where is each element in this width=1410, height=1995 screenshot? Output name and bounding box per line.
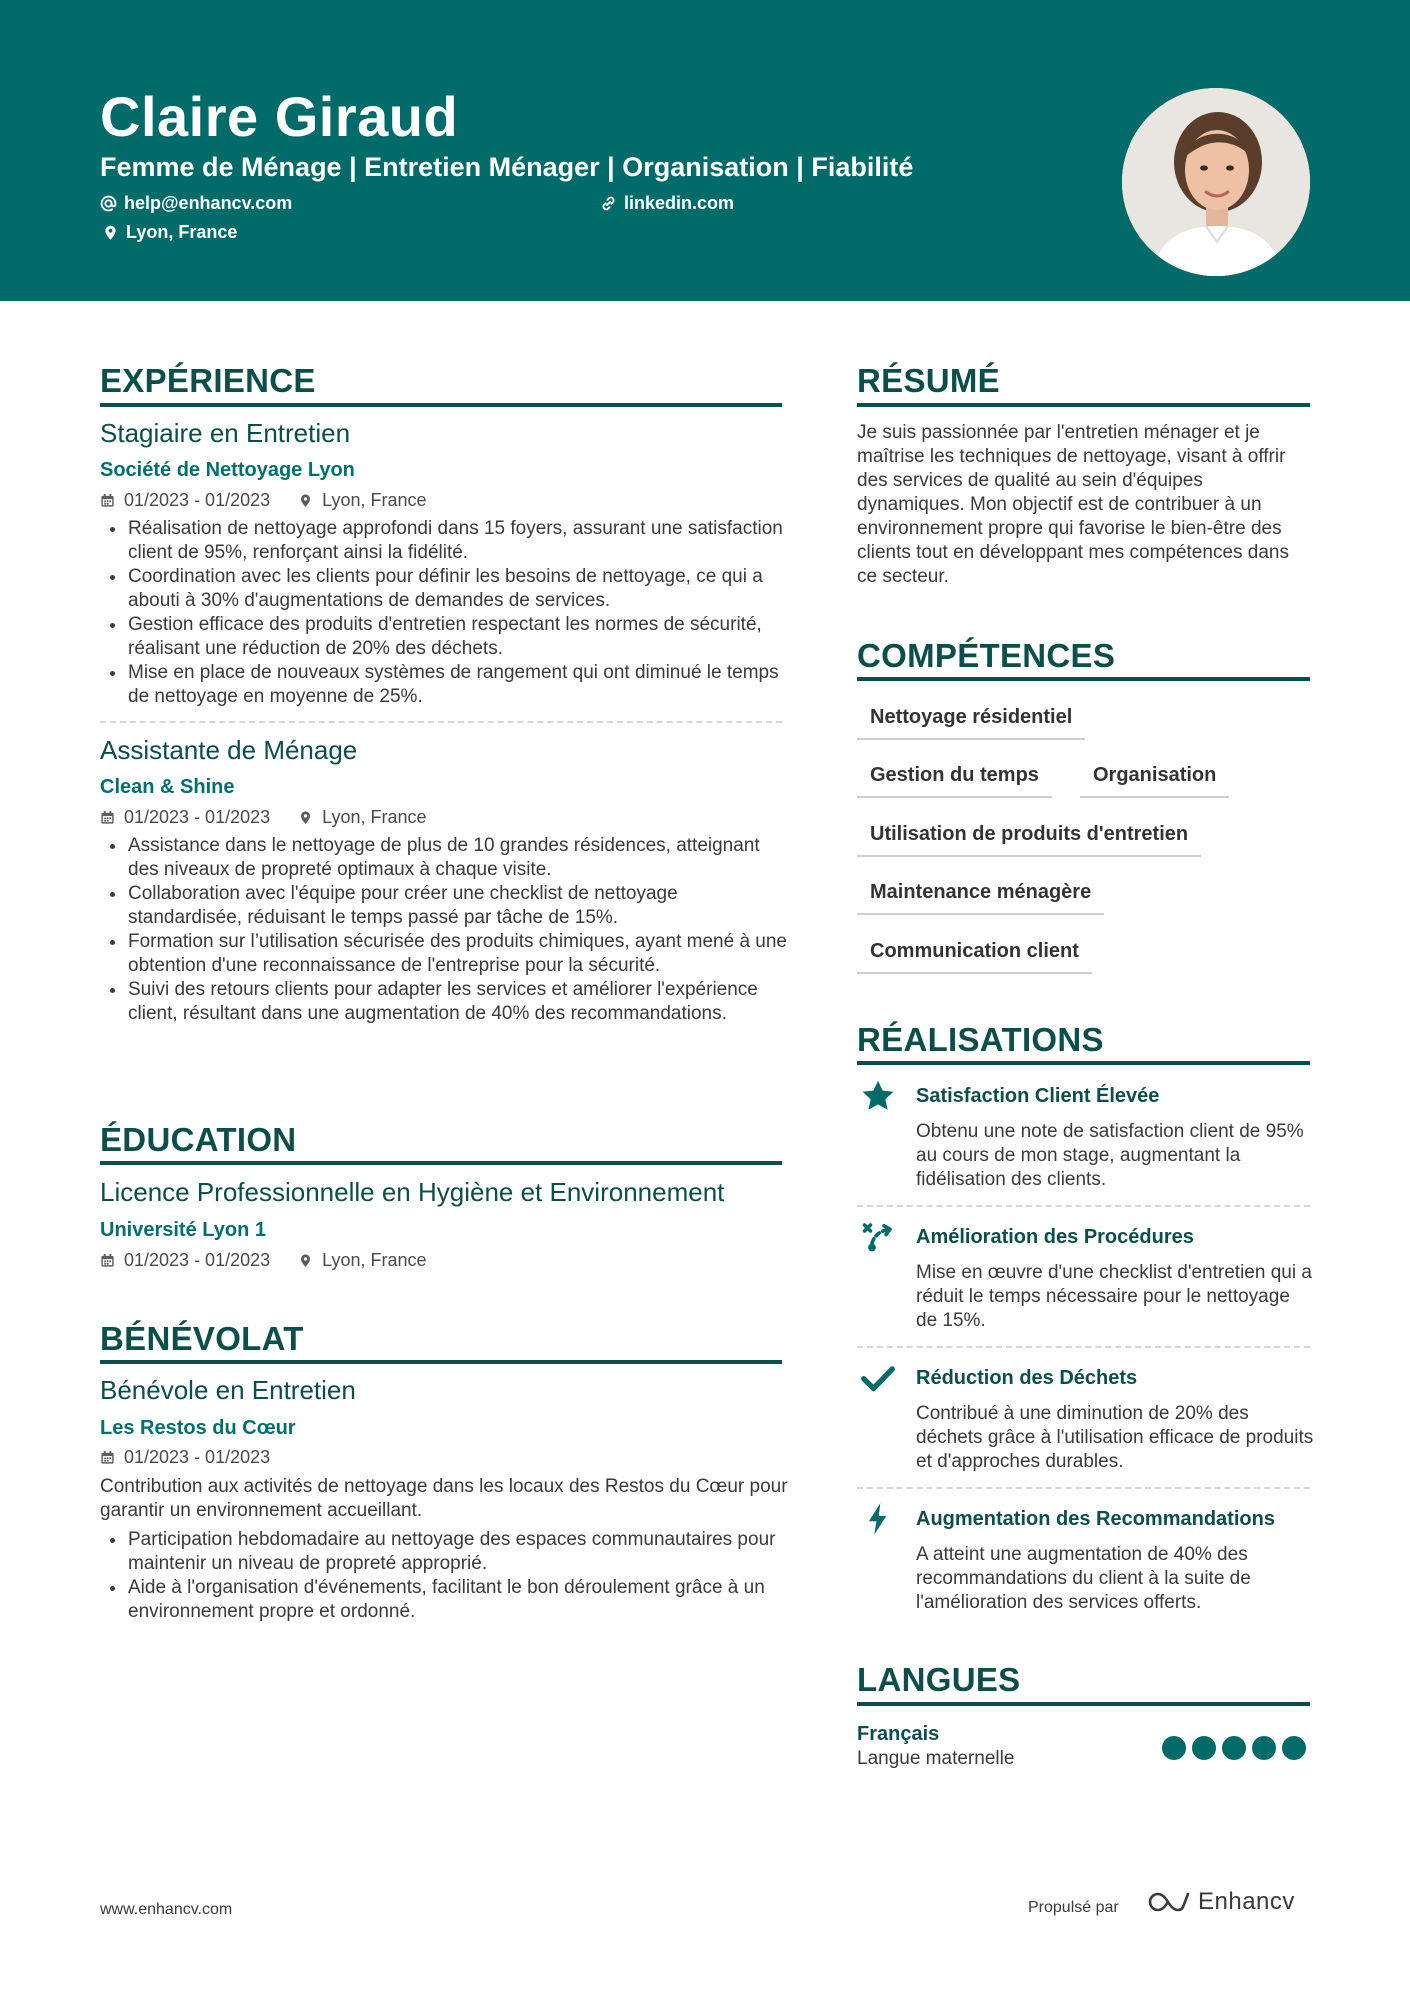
profile-photo [1122,88,1310,276]
achievement-2-title: Amélioration des Procédures [916,1226,1194,1248]
location-pin-icon [102,224,119,241]
volunteer-description: Contribution aux activités de nettoyage dans les locaux des Restos du Cœur pour garantir un environnement accueillant. [100,1476,788,1521]
email-text: help@enhancv.com [124,193,293,213]
candidate-tagline: Femme de Ménage | Entretien Ménager | Organisation | Fiabilité [100,152,914,182]
experience-rule [100,403,782,407]
achievement-divider [857,1346,1310,1348]
volunteer-meta [100,1447,298,1468]
job-1-meta [100,490,455,511]
job-2-company: Clean & Shine [100,776,235,798]
achievement-3-title: Réduction des Déchets [916,1367,1138,1389]
language-rating [1162,1736,1306,1760]
job-2-location: Lyon, France [298,807,426,828]
enhancv-logo-icon [1146,1890,1190,1914]
job-2-meta [100,807,455,828]
achievement-divider [857,1205,1310,1207]
job-1-location: Lyon, France [298,490,426,511]
volunteer-heading: BÉNÉVOLAT [100,1320,304,1357]
rating-dot [1252,1736,1276,1760]
location-text: Lyon, France [126,222,238,242]
skill-tag: Organisation [1080,764,1229,798]
achievement-3-text: Contribué à une diminution de 20% des déchets grâce à l'utilisation efficace de produits et d'approches durables. [916,1403,1314,1472]
star-icon [860,1078,896,1114]
skill-tag: Communication client [857,940,1092,974]
job-2-bullets [100,834,790,1026]
languages-heading: LANGUES [857,1661,1021,1698]
education-degree: Licence Professionnelle en Hygiène et Environnement [100,1177,725,1207]
rating-dot [1282,1736,1306,1760]
achievement-1-title: Satisfaction Client Élevée [916,1085,1160,1107]
lightning-icon [860,1501,896,1537]
location-contact [102,222,237,243]
list-item: Gestion efficace des produits d'entretien respectant les normes de sécurité, réalisant une réduction de 20% des déchets. [100,613,790,661]
skills-rule [857,677,1310,681]
calendar-icon [100,810,115,825]
achievement-1-text: Obtenu une note de satisfaction client de 95% au cours de mon stage, augmentant la fidélisation des clients. [916,1121,1304,1190]
achievement-4-title: Augmentation des Recommandations [916,1508,1275,1530]
education-location: Lyon, France [298,1250,426,1271]
achievement-4-text: A atteint une augmentation de 40% des recommandations du client à la suite de l'amélioration des services offerts. [916,1544,1251,1613]
link-icon [600,195,617,212]
email-contact[interactable] [100,193,292,214]
checkmark-icon [860,1360,896,1396]
job-1-role: Stagiaire en Entretien [100,418,351,448]
at-icon [100,195,117,212]
list-item: Coordination avec les clients pour définir les besoins de nettoyage, ce qui a abouti à 30% d'augmentations de demandes de services. [100,565,790,613]
list-item: Suivi des retours clients pour adapter les services et améliorer l'expérience client, résultant dans une augmentation de 40% des recommandations. [100,978,790,1026]
languages-rule [857,1702,1310,1706]
location-pin-icon [298,810,313,825]
rating-dot [1162,1736,1186,1760]
enhancv-logo[interactable] [1146,1888,1295,1916]
education-dates: 01/2023 - 01/2023 [100,1250,270,1271]
volunteer-role: Bénévole en Entretien [100,1375,356,1405]
list-item: Mise en place de nouveaux systèmes de rangement qui ont diminué le temps de nettoyage en moyenne de 25%. [100,661,790,709]
list-item: Collaboration avec l'équipe pour créer une checklist de nettoyage standardisée, réduisant le temps passé par tâche de 15%. [100,882,790,930]
location-pin-icon [298,493,313,508]
footer-powered-by: Propulsé par [1028,1899,1119,1916]
achievement-2-text: Mise en œuvre d'une checklist d'entretien qui a réduit le temps nécessaire pour le nettoyage de 15%. [916,1262,1312,1331]
list-item: Assistance dans le nettoyage de plus de 10 grandes résidences, atteignant des niveaux de propreté optimaux à chaque visite. [100,834,790,882]
calendar-icon [100,1450,115,1465]
achievement-divider [857,1487,1310,1489]
job-1-dates: 01/2023 - 01/2023 [100,490,270,511]
location-pin-icon [298,1253,313,1268]
skill-tag: Utilisation de produits d'entretien [857,823,1201,857]
candidate-name: Claire Giraud [100,85,459,148]
volunteer-org: Les Restos du Cœur [100,1417,296,1439]
language-name: Français [857,1723,940,1745]
header-banner [0,0,1410,301]
skill-tag: Gestion du temps [857,764,1052,798]
list-item: Réalisation de nettoyage approfondi dans 15 foyers, assurant une satisfaction client de 95%, renforçant ainsi la fidélité. [100,517,790,565]
achievements-rule [857,1061,1310,1065]
volunteer-dates: 01/2023 - 01/2023 [100,1447,270,1468]
experience-heading: EXPÉRIENCE [100,362,316,399]
summary-rule [857,403,1310,407]
footer-website-link[interactable]: www.enhancv.com [100,1901,233,1918]
language-level: Langue maternelle [857,1748,1015,1769]
volunteer-rule [100,1360,782,1364]
summary-text: Je suis passionnée par l'entretien ménager et je maîtrise les techniques de nettoyage, visant à offrir des services de qualité au sein d'équipes dynamiques. Mon objectif est de contribuer à un environnement propre qui favorise le bien-être des clients tout en développant mes compétences dans ce secteur. [857,422,1289,587]
enhancv-logo-text: Enhancv [1198,1888,1295,1915]
job-1-bullets [100,517,790,709]
list-item: Formation sur l’utilisation sécurisée des produits chimiques, ayant mené à une obtention d'une reconnaissance de l'entreprise pour la sécurité. [100,930,790,978]
list-item: Participation hebdomadaire au nettoyage des espaces communautaires pour maintenir un niveau de propreté approprié. [100,1528,790,1576]
job-2-dates: 01/2023 - 01/2023 [100,807,270,828]
job-divider [100,721,782,723]
job-2-role: Assistante de Ménage [100,735,358,765]
skill-tag: Nettoyage résidentiel [857,706,1085,740]
education-school: Université Lyon 1 [100,1219,266,1241]
skill-tag: Maintenance ménagère [857,881,1104,915]
linkedin-contact[interactable] [600,193,734,214]
education-heading: ÉDUCATION [100,1121,297,1158]
education-meta [100,1250,455,1271]
achievements-heading: RÉALISATIONS [857,1021,1104,1058]
linkedin-text: linkedin.com [624,193,735,213]
skills-heading: COMPÉTENCES [857,637,1116,674]
education-rule [100,1161,782,1165]
calendar-icon [100,493,115,508]
portrait-illustration [1122,88,1310,276]
rating-dot [1192,1736,1216,1760]
list-item: Aide à l'organisation d'événements, facilitant le bon déroulement grâce à un environnement propre et ordonné. [100,1576,790,1624]
job-1-company: Société de Nettoyage Lyon [100,459,355,481]
volunteer-bullets [100,1528,790,1624]
calendar-icon [100,1253,115,1268]
route-icon [860,1219,896,1255]
summary-heading: RÉSUMÉ [857,362,1000,399]
rating-dot [1222,1736,1246,1760]
